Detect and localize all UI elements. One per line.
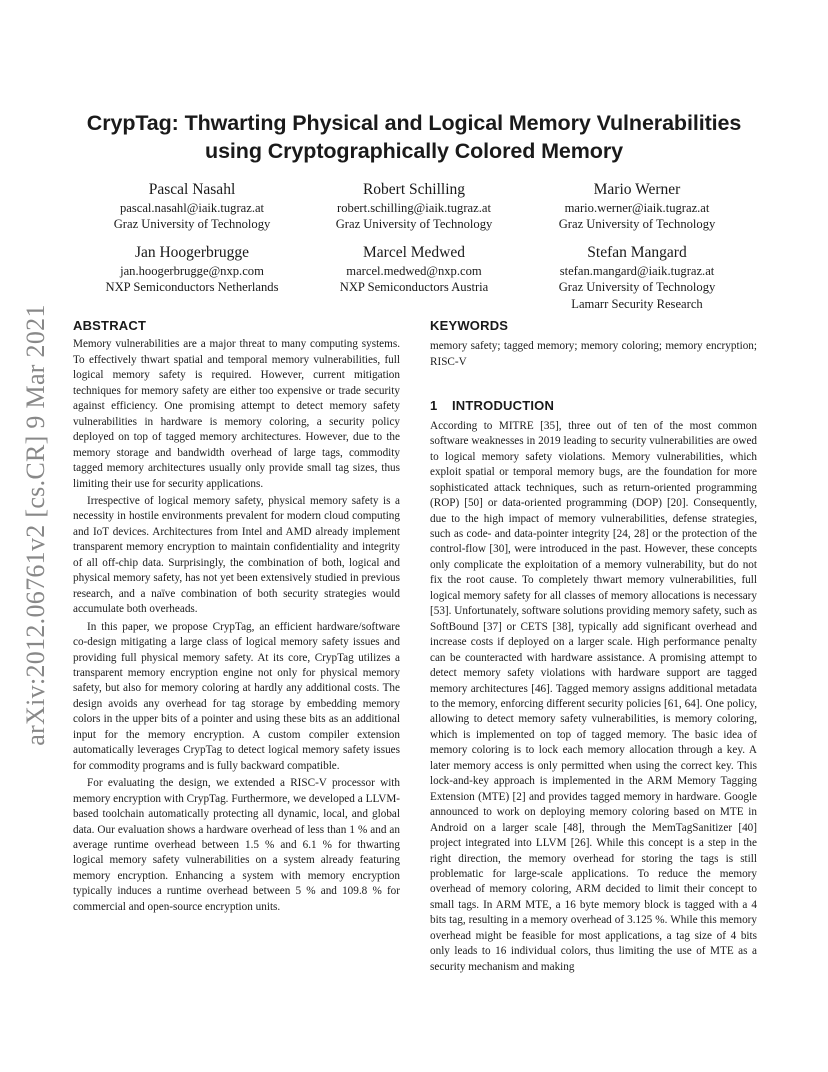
abstract-paragraph: In this paper, we propose CrypTag, an efficient hardware/software co-design mitigating a large class of logical memory safety issues and providing full physical memory safety. At its core, CrypTag utilizes a transparent memory encryption engine not only for physical memory safety, but also for memory coloring at hardly any additional costs. The design avoids any overhead for tag storage by embedding memory colors in the upper bits of a pointer and using these bits as an additional input for the memory encryption. A custom compiler extension automatically leverages CrypTag to detect logical memory safety issues for commodity programs and is fully backward compatible.: [73, 620, 400, 772]
author-name: Jan Hoogerbrugge: [134, 244, 250, 261]
section-title: INTRODUCTION: [452, 398, 555, 414]
author-name: Robert Schilling: [362, 181, 466, 198]
abstract-paragraph: Memory vulnerabilities are a major threat to many computing systems. To effectively thwart spatial and temporal memory vulnerabilities, full logical memory safety is required. However, current mitigation techniques for memory safety are either too expensive or trade security against efficiency. One promising attempt to detect memory safety vulnerabilities in hardware is memory coloring, a security policy deployed on top of tagged memory architectures. However, due to the memory storage and bandwidth overhead of large tags, commodity tagged memory architectures usually only provide small tag sizes, thus limiting their use for security applications.: [73, 338, 400, 490]
author-email[interactable]: jan.hoogerbrugge@nxp.com: [120, 264, 264, 278]
introduction-heading: [430, 398, 757, 413]
author-affiliation: Lamarr Security Research: [571, 296, 703, 311]
author-affiliation: Graz University of Technology: [558, 280, 716, 295]
introduction-paragraph: According to MITRE [35], three out of ten of the most common software weaknesses in 2019 leading to security vulnerabilities are owed to logical memory safety violations. Memory vulnerabilities, which exploit spatial or temporal memory bugs, are the foundation for more sophisticated attack techniques, such as return-oriented programming (ROP) [50] or data-oriented programming (DOP) [20]. Consequently, due to the high impact of memory vulnerabilities, defense strategies, such as code- and data-pointer integrity [24, 28] or the protection of the control-flow [30], were introduced in the past. However, these concepts only complicate the exploitation of a memory vulnerability, but do not fix the root cause. To completely thwart memory vulnerabilities, full logical memory safety for all classes of memory allocations is necessary [53]. Unfortunately, software solutions providing memory safety, such as SoftBound [37] or CETS [38], typically add significant overhead and increase costs if deployed on a larger scale. High performance penalty can be counteracted with hardware assistance. A promising attempt to detect memory safety violations with hardware support are tagged memory architectures [46]. Tagged memory assigns additional metadata to the memory, enforcing different security policies [61, 64]. One policy, allowing to detect memory safety vulnerabilities, is memory coloring, which is implemented on top of tagged memory. The basic idea of memory coloring is to lock each memory allocation through a key. A later memory access is only permitted when using the correct key. This lock-and-key approach is implemented in the ARM Memory Tagging Extension (MTE) [2] and provides tagged memory in hardware. Google announced to work on deploying memory coloring based on MTE in Android on a larger scale [48], through the MemTagSanitizer [40] project integrated into LLVM [26]. While this concept is a step in the right direction, the memory overhead for storing the tags is still problematic for large-scale applications. To reduce the memory overhead of memory coloring, ARM decided to limit their concept to small tags. In ARM MTE, a 16 byte memory block is tagged with a 4 bits tag, resulting in a memory overhead of 3.125 %. While this memory overhead might be feasible for most applications, a tag size of 4 bits only leads to 16 individual colors, thus limiting the use of MTE as a security mechanism and making: [430, 419, 757, 973]
abstract-heading: ABSTRACT: [73, 318, 147, 333]
author-name: Mario Werner: [593, 181, 681, 198]
author-block: [294, 180, 534, 233]
author-email[interactable]: mario.werner@iaik.tugraz.at: [564, 201, 710, 215]
abstract-paragraph: For evaluating the design, we extended a RISC-V processor with memory encryption with CrypTag. Furthermore, we developed a LLVM-based toolchain automatically protecting all dynamic, local, and global data. Our evaluation shows a hardware overhead of less than 1 % and an average runtime overhead between 1.5 % and 6.1 % for thwarting logical memory safety vulnerabilities on a system already featuring memory encryption. Enhancing a system with memory encryption typically induces a runtime overhead between 5 % and 109.8 % for commercial and open-source encryption units.: [73, 777, 400, 913]
keywords-list: memory safety; tagged memory; memory coloring; memory encryption; RISC-V: [430, 340, 757, 368]
author-affiliation: Graz University of Technology: [335, 217, 493, 232]
keywords-heading: KEYWORDS: [430, 318, 509, 333]
author-email[interactable]: robert.schilling@iaik.tugraz.at: [337, 201, 491, 215]
author-block: [294, 243, 534, 296]
author-block: [72, 243, 312, 296]
author-email[interactable]: stefan.mangard@iaik.tugraz.at: [559, 264, 715, 278]
author-block: [72, 180, 312, 233]
author-affiliation: Graz University of Technology: [113, 217, 271, 232]
author-block: [517, 243, 757, 312]
author-affiliation: NXP Semiconductors Netherlands: [105, 280, 279, 295]
author-affiliation: NXP Semiconductors Austria: [339, 280, 489, 295]
author-block: [517, 180, 757, 233]
arxiv-identifier-stamp: arXiv:2012.06761v2 [cs.CR] 9 Mar 2021: [21, 304, 50, 746]
author-name: Pascal Nasahl: [148, 181, 236, 198]
author-email[interactable]: marcel.medwed@nxp.com: [346, 264, 482, 278]
left-column: [73, 318, 400, 915]
author-name: Stefan Mangard: [587, 244, 687, 261]
author-affiliation: Graz University of Technology: [558, 217, 716, 232]
paper-title: CrypTag: Thwarting Physical and Logical Memory Vulnerabilities using Cryptographically Colored Memory: [86, 111, 742, 163]
abstract-paragraph: Irrespective of logical memory safety, physical memory safety is a necessity in hostile environments prevalent for modern cloud computing and IoT devices. Architectures from Intel and AMD already implement transparent memory encryption to maintain confidentiality and integrity of all off-chip data. Surprisingly, the combination of both, logical and physical memory safety, has not yet been extensively studied in previous research, and a naïve combination of both security strategies would accumulate both overheads.: [73, 494, 400, 616]
section-number: 1: [430, 398, 438, 414]
author-name: Marcel Medwed: [363, 244, 465, 261]
right-column: [430, 318, 757, 975]
author-email[interactable]: pascal.nasahl@iaik.tugraz.at: [119, 201, 265, 215]
